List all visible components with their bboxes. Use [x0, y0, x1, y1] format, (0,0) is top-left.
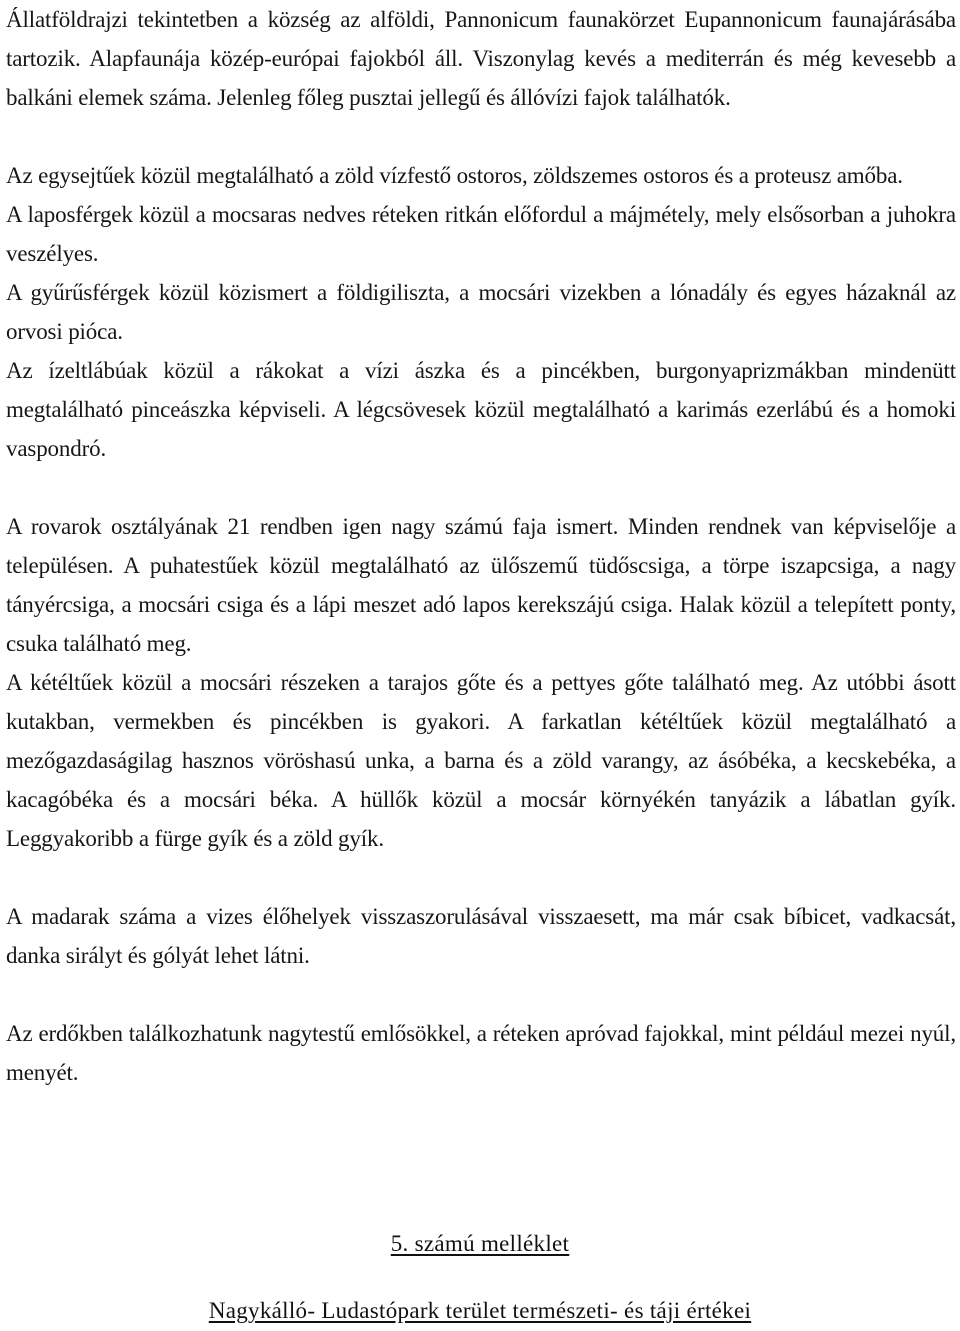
- paragraph-fauna-overview: Állatföldrajzi tekintetben a község az alföldi, Pannonicum faunakörzet Eupannonicum faunajárásába tartozik. Alapfaunája közép-európai fajokból áll. Viszonylag kevés a mediterrán és még kevesebb a balkáni elemek száma. Jelenleg főleg pusztai jellegű és állóvízi fajok találhatók.: [6, 7, 956, 110]
- document-page: [6, 0, 956, 1092]
- paragraph-spacer: [6, 468, 956, 507]
- paragraph-flatworms: A laposférgek közül a mocsaras nedves réteken ritkán előfordul a májmétely, mely elsősorban a juhokra veszélyes.: [6, 202, 956, 266]
- paragraph-birds: A madarak száma a vizes élőhelyek visszaszorulásával visszaesett, ma már csak bíbicet, vadkacsát, danka sirályt és gólyát lehet látni.: [6, 904, 956, 968]
- paragraph-arthropods: Az ízeltlábúak közül a rákokat a vízi ászka és a pincékben, burgonyaprizmákban mindenütt megtalálható pinceászka képviseli. A légcsövesek közül megtalálható a karimás ezerlábú és a homoki vaspondró.: [6, 358, 956, 461]
- annex-label: 5. számú melléklet: [390, 1231, 570, 1256]
- paragraph-spacer: [6, 117, 956, 156]
- annex-title: Nagykálló- Ludastópark terület természeti- és táji értékei: [208, 1298, 752, 1323]
- paragraph-annelids: A gyűrűsférgek közül közismert a földigiliszta, a mocsári vizekben a lónadály és egyes házaknál az orvosi pióca.: [6, 280, 956, 344]
- paragraph-spacer: [6, 975, 956, 1014]
- paragraph-mammals: Az erdőkben találkozhatunk nagytestű emlősökkel, a réteken apróvad fajokkal, mint például mezei nyúl, menyét.: [6, 1021, 956, 1085]
- paragraph-amphibians-reptiles: A kétéltűek közül a mocsári részeken a tarajos gőte és a pettyes gőte található meg. Az utóbbi ásott kutakban, vermekben és pincékben is gyakori. A farkatlan kétéltűek közül megtalálható a mezőgazdaságilag hasznos vöröshasú unka, a barna és a zöld varangy, az ásóbéka, a kecskebéka, a kacagóbéka és a mocsári béka. A hüllők közül a mocsár környékén tanyázik a lábatlan gyík. Leggyakoribb a fürge gyík és a zöld gyík.: [6, 670, 956, 851]
- paragraph-insects-molluscs: A rovarok osztályának 21 rendben igen nagy számú faja ismert. Minden rendnek van képviselője a településen. A puhatestűek közül megtalálható az ülőszemű tüdőscsiga, a törpe iszapcsiga, a nagy tányércsiga, a mocsári csiga és a lápi meszet adó lapos kerekszájú csiga. Halak közül a telepített ponty, csuka található meg.: [6, 514, 956, 656]
- paragraph-spacer: [6, 858, 956, 897]
- paragraph-protozoa: Az egysejtűek közül megtalálható a zöld vízfestő ostoros, zöldszemes ostoros és a proteusz amőba.: [6, 163, 903, 188]
